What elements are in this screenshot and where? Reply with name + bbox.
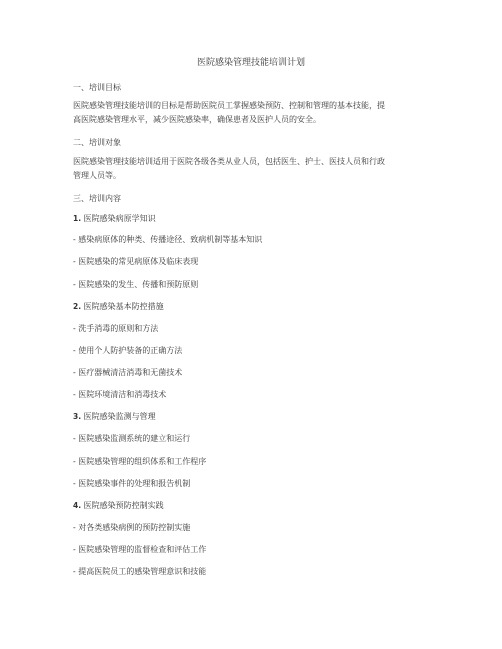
topic-heading — [73, 213, 156, 225]
list-item: - 医院感染管理的监督检查和评估工作 — [73, 545, 207, 554]
topic-heading — [73, 301, 164, 313]
list-item: - 医疗器械清洁消毒和无菌技术 — [73, 368, 183, 377]
section-goals-paragraph — [73, 99, 433, 127]
list-item: - 提高医院员工的感染管理意识和技能 — [73, 567, 207, 576]
topic-number: 4. — [73, 501, 82, 510]
list-item: - 医院感染管理的组织体系和工作程序 — [73, 457, 207, 466]
paragraph-line: 医院感染管理技能培训的目标是帮助医院员工掌握感染预防、控制和管理的基本技能，提 — [73, 101, 385, 110]
paragraph-line: 高医院感染管理水平，减少医院感染率，确保患者及医护人员的安全。 — [73, 115, 321, 124]
list-item: - 对各类感染病例的预防控制实施 — [73, 523, 191, 532]
paragraph-line: 管理人员等。 — [73, 171, 121, 180]
section-audience-paragraph — [73, 155, 433, 183]
list-item: - 感染病原体的种类、传播途径、致病机制等基本知识 — [73, 235, 263, 244]
topic-number: 1. — [73, 214, 82, 223]
topic-heading — [73, 500, 164, 512]
list-item: - 使用个人防护装备的正确方法 — [73, 346, 183, 355]
section-heading-goals: 一、培训目标 — [73, 83, 121, 92]
list-item: - 医院感染事件的处理和报告机制 — [73, 479, 191, 488]
list-item: - 医院感染的发生、传播和预防原则 — [73, 280, 199, 289]
section-heading-content: 三、培训内容 — [73, 194, 121, 203]
list-item: - 医院感染的常见病原体及临床表现 — [73, 257, 199, 266]
topic-title: 医院感染预防控制实践 — [83, 501, 164, 510]
document-title: 医院感染管理技能培训计划 — [196, 58, 305, 68]
topic-title: 医院感染监测与管理 — [83, 412, 156, 421]
list-item: - 医院环境清洁和消毒技术 — [73, 390, 167, 399]
paragraph-line: 医院感染管理技能培训适用于医院各级各类从业人员，包括医生、护士、医技人员和行政 — [73, 157, 385, 166]
topic-title: 医院感染病原学知识 — [83, 214, 156, 223]
topic-number: 3. — [73, 412, 82, 421]
topic-number: 2. — [73, 302, 82, 311]
list-item: - 洗手消毒的原则和方法 — [73, 324, 159, 333]
topic-title: 医院感染基本防控措施 — [83, 302, 164, 311]
section-heading-audience: 二、培训对象 — [73, 138, 121, 147]
list-item: - 医院感染监测系统的建立和运行 — [73, 434, 191, 443]
topic-heading — [73, 411, 156, 423]
